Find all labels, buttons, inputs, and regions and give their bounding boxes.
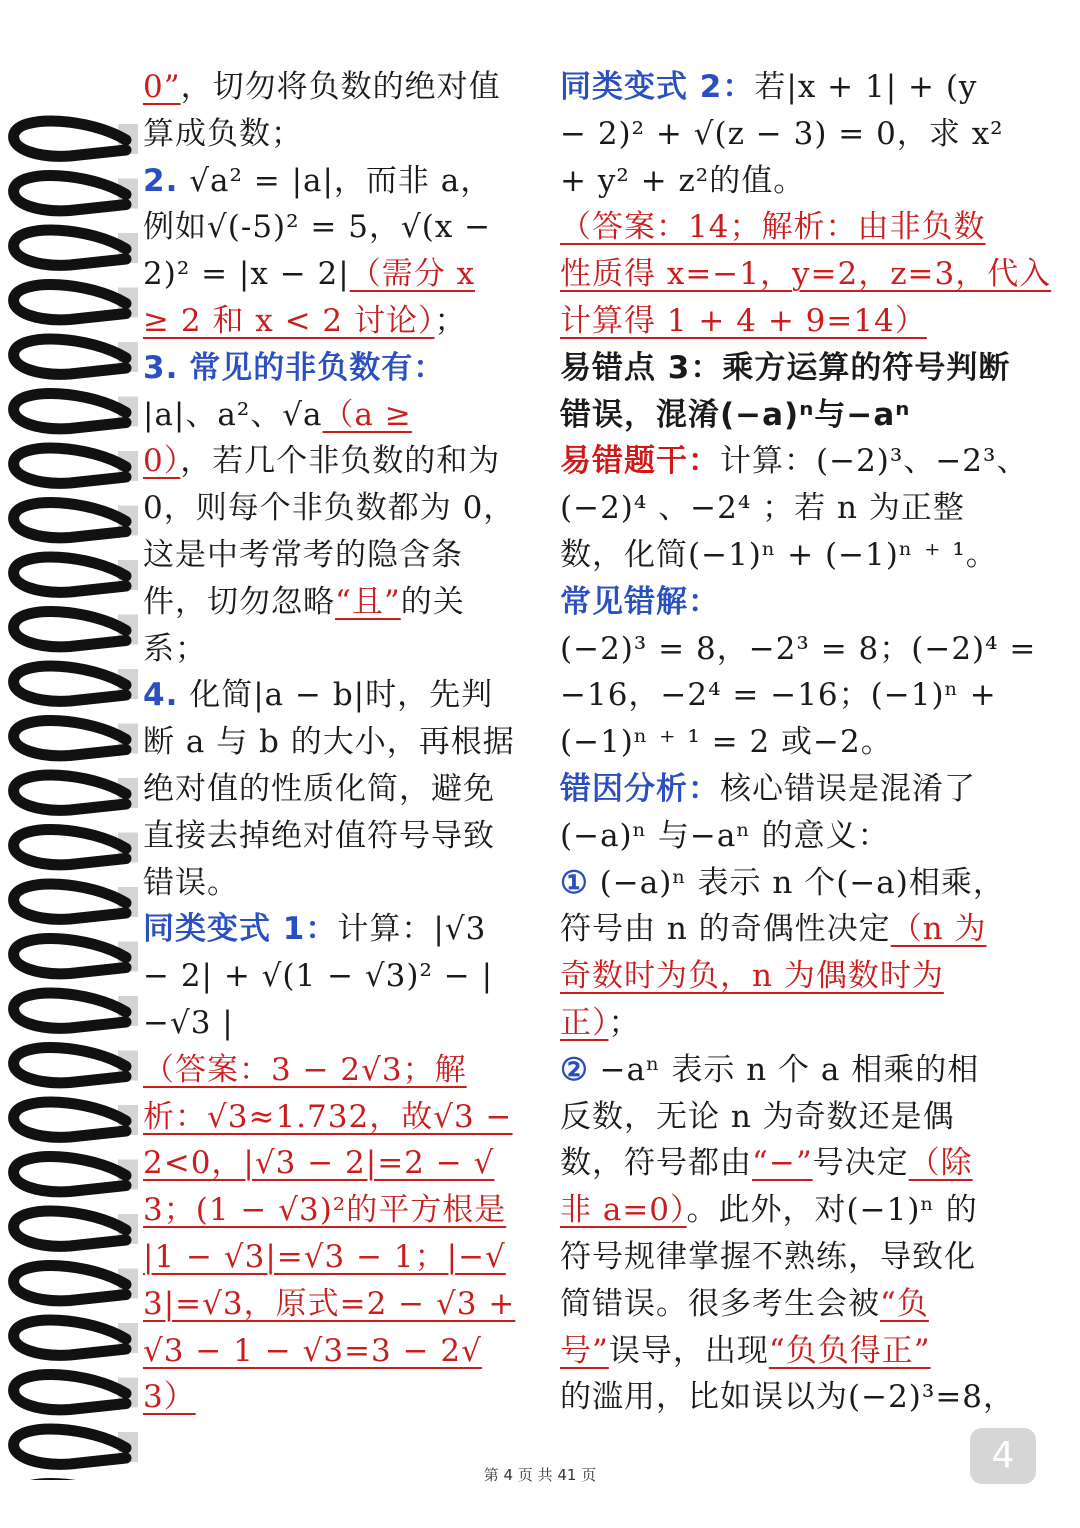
answer-text: 正） xyxy=(560,1004,609,1041)
binding-ring xyxy=(14,394,126,429)
answer-line xyxy=(560,204,1010,251)
answer-text: “负负得正” xyxy=(768,1332,931,1369)
body-text: + y² + z²的值。 xyxy=(560,162,806,199)
cause-item-2 xyxy=(560,1047,1010,1094)
error-point-3-title-cont: 错误，混淆(−a)ⁿ与−aⁿ xyxy=(560,396,911,433)
body-text: 断 a 与 b 的大小，再根据 xyxy=(143,724,515,761)
body-text: 核心错误是混淆了 xyxy=(720,770,976,807)
binding-ring xyxy=(14,121,126,156)
answer-text: （a ≥ xyxy=(322,396,412,433)
body-text: 系； xyxy=(143,630,207,667)
binding-ring xyxy=(14,448,126,483)
binding-ring xyxy=(14,176,126,211)
error-point-3-title: 易错点 3：乘方运算的符号判断 xyxy=(560,349,1011,386)
text-line xyxy=(560,1187,1010,1234)
answer-line xyxy=(143,1281,523,1328)
variant-2 xyxy=(560,64,1010,111)
answer-text: （答案：14；解析：由非负数 xyxy=(560,209,986,246)
text-line xyxy=(143,204,523,251)
point-3 xyxy=(143,345,523,392)
answer-line xyxy=(143,1094,523,1141)
body-text: 。此外，对(−1)ⁿ 的 xyxy=(686,1192,978,1229)
body-text: ，若几个非负数的和为 xyxy=(180,443,501,480)
wrong-solution-title xyxy=(560,579,1010,626)
body-text: 计算：(−2)³、−2³、 xyxy=(720,443,1029,480)
error-stem xyxy=(560,438,1029,485)
body-text: −16，−2⁴ = −16；(−1)ⁿ + xyxy=(560,677,997,714)
text-line xyxy=(560,719,1010,766)
answer-line xyxy=(143,1140,523,1187)
text-line xyxy=(560,1374,1016,1421)
body-text: 算成负数； xyxy=(143,115,303,152)
answer-text: （n 为 xyxy=(890,911,987,948)
spiral-binding xyxy=(0,60,140,1480)
answer-text: 析：√3≈1.732，故√3 − xyxy=(143,1098,513,1135)
body-text: 数，符号都由 xyxy=(560,1145,752,1182)
body-text: (−2)³ = 8，−2³ = 8；(−2)⁴ = xyxy=(560,630,1037,667)
text-line xyxy=(143,298,523,345)
answer-text: 3） xyxy=(143,1379,196,1416)
text-line xyxy=(560,1234,1010,1281)
binding-ring xyxy=(14,939,126,974)
text-line xyxy=(143,532,523,579)
text-line xyxy=(143,392,523,439)
text-line xyxy=(143,860,523,907)
answer-line xyxy=(143,1234,523,1281)
text-line xyxy=(560,1328,1010,1375)
text-line xyxy=(143,111,523,158)
binding-ring xyxy=(14,1320,126,1355)
answer-text: ≥ 2 和 x < 2 讨论） xyxy=(143,302,435,339)
body-text: |a|、a²、√a xyxy=(143,396,323,433)
stem-label: 易错题干： xyxy=(560,443,720,480)
body-text: 简错误。很多考生会被 xyxy=(560,1285,880,1322)
point-number: 2. xyxy=(143,162,179,199)
circled-number: ① xyxy=(560,864,589,901)
answer-line xyxy=(143,1374,523,1421)
body-text: ； xyxy=(434,302,467,339)
answer-text: 0） xyxy=(143,443,181,480)
variant-label: 同类变式 1： xyxy=(143,911,338,948)
text-line xyxy=(143,813,523,860)
answer-text: （需分 x xyxy=(349,256,476,293)
body-text: 这是中考常考的隐含条 xyxy=(143,536,463,573)
body-text: 2)² = |x − 2| xyxy=(143,256,350,293)
body-text: (−a)ⁿ 表示 n 个(−a)相乘， xyxy=(588,864,1005,901)
text-line xyxy=(143,626,523,673)
binding-ring xyxy=(14,993,126,1028)
answer-text: （答案：3 − 2√3；解 xyxy=(143,1051,467,1088)
body-text: 的关 xyxy=(400,583,465,620)
binding-ring xyxy=(14,884,126,919)
body-text: 0，则每个非负数都为 0， xyxy=(143,490,516,527)
body-text: √a² = |a|，而非 a， xyxy=(189,162,493,199)
answer-text: |1 − √3|=√3 − 1；|−√ xyxy=(143,1238,506,1275)
binding-ring xyxy=(14,1157,126,1192)
binding-ring xyxy=(14,1375,126,1410)
answer-text: （除 xyxy=(908,1145,973,1182)
binding-ring xyxy=(14,1048,126,1083)
section-label: 错因分析： xyxy=(560,770,720,807)
answer-text: 号” xyxy=(560,1332,609,1369)
text-line xyxy=(560,1094,1010,1141)
answer-line xyxy=(143,1047,523,1094)
binding-ring xyxy=(14,1211,126,1246)
binding-ring xyxy=(14,557,126,592)
answer-text: “且” xyxy=(335,583,401,620)
answer-text: 奇数时为负，n 为偶数时为 xyxy=(560,958,944,995)
binding-ring xyxy=(14,612,126,647)
right-column xyxy=(560,64,1052,1421)
text-line xyxy=(560,158,1010,205)
text-line xyxy=(143,719,523,766)
body-text: 的滥用，比如误以为(−2)³=8， xyxy=(560,1379,1016,1416)
answer-text: 性质得 x=−1，y=2，z=3，代入 xyxy=(560,256,1052,293)
body-text: −aⁿ 表示 n 个 a 相乘的相 xyxy=(588,1051,980,1088)
text-line xyxy=(143,766,523,813)
body-text: (−a)ⁿ 与−aⁿ 的意义： xyxy=(560,817,890,854)
answer-text: 3；(1 − √3)²的平方根是 xyxy=(143,1192,507,1229)
text-line xyxy=(143,485,523,532)
point-number: 3. xyxy=(143,349,179,386)
body-text: 计算：|√3 xyxy=(337,911,487,948)
body-text: 若|x + 1| + (y xyxy=(754,69,978,105)
body-text: 例如√(-5)² = 5，√(x − xyxy=(143,209,492,246)
body-text: ； xyxy=(608,1004,641,1041)
body-text: − 2)² + √(z − 3) = 0，求 x² xyxy=(560,115,1004,152)
body-text: −√3 | xyxy=(143,1004,234,1041)
answer-line xyxy=(560,251,1052,298)
text-line xyxy=(560,906,1010,953)
text-line xyxy=(143,953,523,1000)
body-text: 绝对值的性质化简，避免 xyxy=(143,770,495,807)
body-text: 误导，出现 xyxy=(608,1332,769,1369)
point-2 xyxy=(143,158,523,205)
body-text: 符号由 n 的奇偶性决定 xyxy=(560,911,891,948)
body-text: 件，切勿忽略 xyxy=(143,583,335,620)
text-line xyxy=(143,438,523,485)
body-text: 错误。 xyxy=(143,864,239,901)
body-text: − 2| + √(1 − √3)² − | xyxy=(143,958,494,995)
body-text: 反数，无论 n 为奇数还是偶 xyxy=(560,1098,955,1135)
cause-analysis xyxy=(560,766,1010,813)
answer-text: 0” xyxy=(143,69,181,105)
answer-line xyxy=(560,953,1010,1000)
text-line xyxy=(560,672,1010,719)
binding-ring xyxy=(14,775,126,810)
body-text: 号决定 xyxy=(812,1145,909,1182)
body-text: 化简|a − b|时，先判 xyxy=(189,677,494,714)
variant-1 xyxy=(143,906,523,953)
answer-text: √3 − 1 − √3=3 − 2√ xyxy=(143,1332,482,1369)
binding-ring xyxy=(14,666,126,701)
answer-line xyxy=(560,298,1010,345)
text-line xyxy=(143,64,523,111)
cause-item-1 xyxy=(560,860,1010,907)
left-column xyxy=(143,64,523,1421)
answer-text: “−” xyxy=(752,1145,813,1182)
binding-ring xyxy=(14,285,126,320)
answer-text: 计算得 1 + 4 + 9=14） xyxy=(560,302,927,339)
body-text: (−1)ⁿ ⁺ ¹ = 2 或−2。 xyxy=(560,724,893,761)
text-line xyxy=(560,813,1010,860)
text-line xyxy=(560,1140,1010,1187)
text-line xyxy=(560,532,1010,579)
text-line xyxy=(143,579,523,626)
variant-label: 同类变式 2： xyxy=(560,69,755,105)
point-title: 常见的非负数有： xyxy=(189,349,446,386)
text-line xyxy=(560,626,1037,673)
binding-ring xyxy=(14,1429,126,1464)
answer-text: 2<0，|√3 − 2|=2 − √ xyxy=(143,1145,495,1182)
text-line xyxy=(143,1000,523,1047)
answer-text: 3|=√3，原式=2 − √3 + xyxy=(143,1285,516,1322)
binding-ring xyxy=(14,230,126,265)
section-label: 常见错解： xyxy=(560,583,720,620)
point-4 xyxy=(143,672,523,719)
text-line xyxy=(560,1281,1010,1328)
circled-number: ② xyxy=(560,1051,589,1088)
answer-line xyxy=(143,1187,523,1234)
binding-ring xyxy=(14,1266,126,1301)
body-text: 直接去掉绝对值符号导致 xyxy=(143,817,495,854)
text-line xyxy=(560,485,1010,532)
binding-ring xyxy=(14,721,126,756)
body-text: 数，化简(−1)ⁿ + (−1)ⁿ ⁺ ¹。 xyxy=(560,536,998,573)
body-text: (−2)⁴ 、−2⁴ ；若 n 为正整 xyxy=(560,490,965,527)
answer-text: “负 xyxy=(880,1285,929,1322)
binding-ring xyxy=(14,339,126,374)
binding-ring xyxy=(14,1102,126,1137)
text-line xyxy=(143,251,523,298)
page-footer: 第 4 页 共 41 页 xyxy=(483,1466,597,1484)
answer-line xyxy=(143,1328,523,1375)
binding-ring xyxy=(14,830,126,865)
text-line xyxy=(560,1000,1010,1047)
text-line xyxy=(560,111,1010,158)
body-text: ，切勿将负数的绝对值 xyxy=(180,69,501,105)
answer-text: 非 a=0） xyxy=(560,1192,687,1229)
point-number: 4. xyxy=(143,677,179,714)
page-number-badge: 4 xyxy=(970,1428,1036,1484)
body-text: 符号规律掌握不熟练，导致化 xyxy=(560,1238,976,1275)
binding-ring xyxy=(14,503,126,538)
